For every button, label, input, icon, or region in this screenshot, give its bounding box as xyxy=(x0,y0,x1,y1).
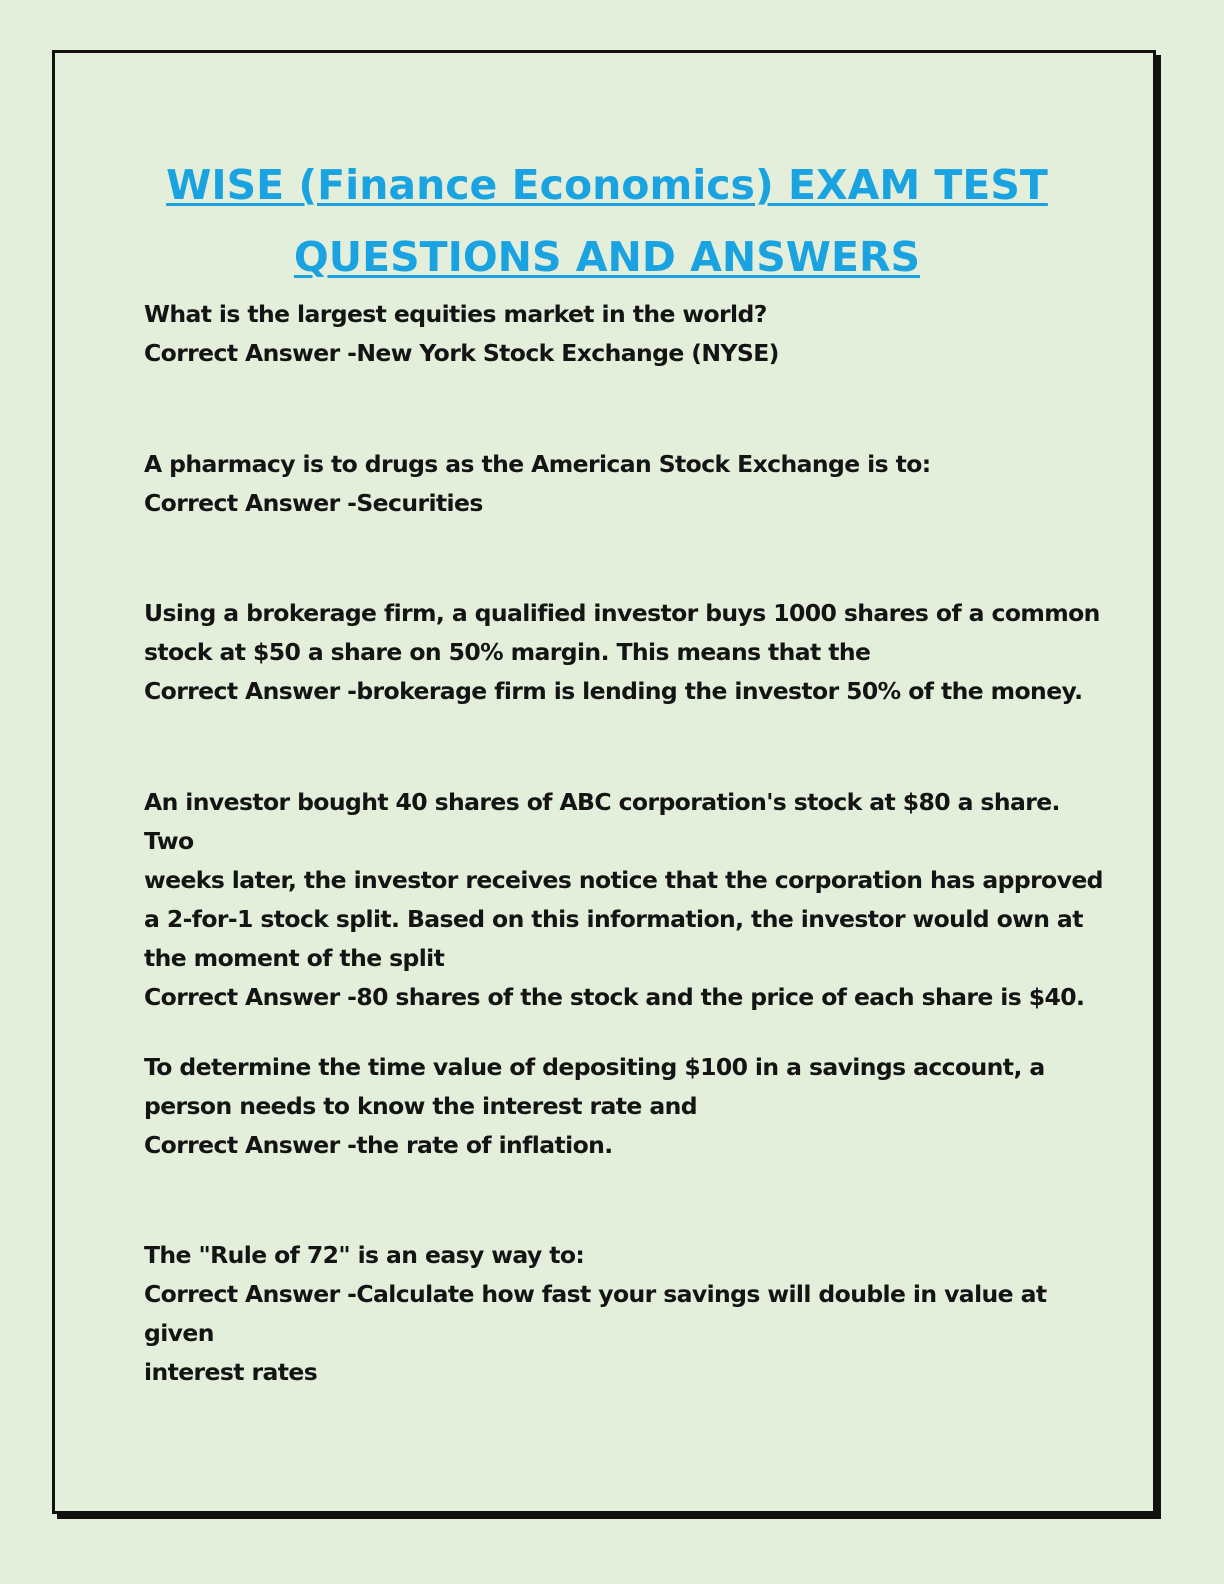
qa-item xyxy=(144,1236,1104,1392)
question-text: the moment of the split xyxy=(144,944,445,972)
question-text: a 2-for-1 stock split. Based on this information, the investor would own at xyxy=(144,905,1083,933)
qa-item xyxy=(144,783,1104,1017)
question-text: stock at $50 a share on 50% margin. This means that the xyxy=(144,638,871,666)
title-line: WISE (Finance Economics) EXAM TEST xyxy=(166,161,1048,209)
qa-item xyxy=(144,594,1104,711)
question-text: weeks later, the investor receives notice that the corporation has approved xyxy=(144,866,1103,894)
title-line: QUESTIONS AND ANSWERS xyxy=(293,233,921,281)
answer-text: interest rates xyxy=(144,1358,318,1386)
answer-text: Correct Answer -80 shares of the stock and the price of each share is $40. xyxy=(144,983,1085,1011)
question-text: What is the largest equities market in the world? xyxy=(144,300,767,328)
qa-item xyxy=(144,295,1104,373)
question-text: person needs to know the interest rate and xyxy=(144,1092,697,1120)
answer-text: Correct Answer -Securities xyxy=(144,489,483,517)
question-text: An investor bought 40 shares of ABC corporation's stock at $80 a share. Two xyxy=(144,788,1060,855)
question-text: Using a brokerage firm, a qualified investor buys 1000 shares of a common xyxy=(144,599,1100,627)
document-title xyxy=(55,149,1159,293)
page-frame xyxy=(52,50,1156,1514)
question-text: The "Rule of 72" is an easy way to: xyxy=(144,1241,585,1269)
qa-item xyxy=(144,1048,1104,1165)
answer-text: Correct Answer -the rate of inflation. xyxy=(144,1131,613,1159)
question-text: To determine the time value of depositing $100 in a savings account, a xyxy=(144,1053,1045,1081)
answer-text: Correct Answer -New York Stock Exchange (NYSE) xyxy=(144,339,779,367)
qa-item xyxy=(144,445,1104,523)
answer-text: Correct Answer -brokerage firm is lending the investor 50% of the money. xyxy=(144,677,1083,705)
question-text: A pharmacy is to drugs as the American Stock Exchange is to: xyxy=(144,450,931,478)
answer-text: Correct Answer -Calculate how fast your savings will double in value at given xyxy=(144,1280,1047,1347)
